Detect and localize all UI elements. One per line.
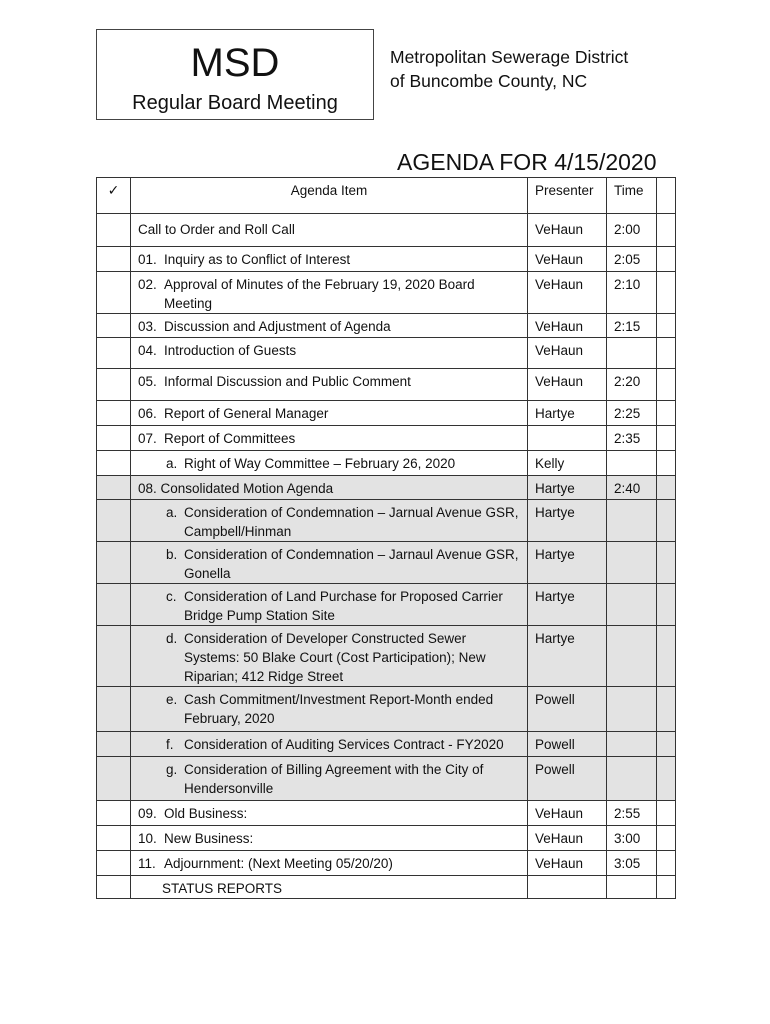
presenter-cell: Kelly — [528, 451, 607, 476]
item-text: Report of General Manager — [164, 406, 329, 421]
presenter-cell: VeHaun — [528, 247, 607, 272]
agenda-item-cell — [131, 687, 528, 732]
table-row — [97, 214, 676, 247]
presenter-cell: Hartye — [528, 542, 607, 584]
extra-cell — [657, 451, 676, 476]
presenter-cell: VeHaun — [528, 369, 607, 401]
item-letter: g. — [166, 762, 178, 777]
time-cell: 2:10 — [607, 272, 657, 314]
item-text: Consideration of Billing Agreement with the City of Hendersonville — [184, 762, 484, 796]
extra-cell — [657, 732, 676, 757]
agenda-item-cell — [131, 451, 528, 476]
table-row — [97, 542, 676, 584]
item-text: Inquiry as to Conflict of Interest — [164, 252, 351, 267]
table-row — [97, 801, 676, 826]
item-number: 02. — [138, 277, 157, 292]
agenda-item-cell — [131, 826, 528, 851]
extra-cell — [657, 687, 676, 732]
check-cell[interactable] — [97, 542, 131, 584]
time-cell — [607, 687, 657, 732]
item-number: 10. — [138, 831, 157, 846]
agenda-item-cell — [131, 626, 528, 687]
table-row — [97, 584, 676, 626]
table-row — [97, 851, 676, 876]
time-cell — [607, 338, 657, 369]
table-row — [97, 338, 676, 369]
time-cell: 3:00 — [607, 826, 657, 851]
table-row — [97, 247, 676, 272]
agenda-item-column-header: Agenda Item — [131, 178, 528, 214]
check-cell[interactable] — [97, 757, 131, 801]
item-text: Right of Way Committee – February 26, 2020 — [184, 456, 456, 471]
check-cell[interactable] — [97, 801, 131, 826]
presenter-cell — [528, 876, 607, 899]
extra-cell — [657, 500, 676, 542]
time-cell: 2:35 — [607, 426, 657, 451]
item-text: 08. Consolidated Motion Agenda — [138, 481, 334, 496]
time-cell: 2:05 — [607, 247, 657, 272]
item-letter: b. — [166, 547, 178, 562]
check-cell[interactable] — [97, 500, 131, 542]
check-cell[interactable] — [97, 401, 131, 426]
presenter-cell: Hartye — [528, 626, 607, 687]
presenter-column-header: Presenter — [528, 178, 607, 214]
item-letter: f. — [166, 737, 174, 752]
check-cell[interactable] — [97, 214, 131, 247]
item-letter: a. — [166, 456, 178, 471]
presenter-cell: Hartye — [528, 500, 607, 542]
time-cell — [607, 451, 657, 476]
presenter-cell: VeHaun — [528, 272, 607, 314]
extra-cell — [657, 876, 676, 899]
extra-cell — [657, 757, 676, 801]
time-cell: 3:05 — [607, 851, 657, 876]
presenter-cell: VeHaun — [528, 826, 607, 851]
agenda-item-cell — [131, 369, 528, 401]
time-column-header: Time — [607, 178, 657, 214]
agenda-item-cell — [131, 801, 528, 826]
item-number: 03. — [138, 319, 157, 334]
check-cell[interactable] — [97, 338, 131, 369]
item-text: Consideration of Land Purchase for Proposed Carrier Bridge Pump Station Site — [184, 589, 503, 623]
check-cell[interactable] — [97, 687, 131, 732]
time-cell: 2:15 — [607, 314, 657, 338]
agenda-table — [96, 177, 676, 899]
check-cell[interactable] — [97, 451, 131, 476]
item-text: New Business: — [164, 831, 254, 846]
presenter-cell: VeHaun — [528, 851, 607, 876]
item-text: Report of Committees — [164, 431, 296, 446]
extra-cell — [657, 626, 676, 687]
table-row — [97, 369, 676, 401]
agenda-item-cell — [131, 584, 528, 626]
title-box — [96, 29, 374, 120]
extra-column-header — [657, 178, 676, 214]
presenter-cell: VeHaun — [528, 214, 607, 247]
item-letter: d. — [166, 631, 178, 646]
item-text: Discussion and Adjustment of Agenda — [164, 319, 391, 334]
time-cell: 2:25 — [607, 401, 657, 426]
item-number: 04. — [138, 343, 157, 358]
item-text: Consideration of Auditing Services Contract - FY2020 — [184, 737, 504, 752]
table-row — [97, 476, 676, 500]
item-text: Adjournment: (Next Meeting 05/20/20) — [164, 856, 393, 871]
agenda-item-cell — [131, 338, 528, 369]
extra-cell — [657, 851, 676, 876]
item-text: Old Business: — [164, 806, 248, 821]
item-text: Consideration of Developer Constructed Sewer Systems: 50 Blake Court (Cost Participation); New Riparian; 412 Ridge Street — [184, 631, 486, 684]
extra-cell — [657, 476, 676, 500]
check-cell[interactable] — [97, 584, 131, 626]
check-cell[interactable] — [97, 851, 131, 876]
item-number: 09. — [138, 806, 157, 821]
item-number: 06. — [138, 406, 157, 421]
item-text: Call to Order and Roll Call — [138, 222, 295, 237]
check-cell[interactable] — [97, 732, 131, 757]
item-letter: c. — [166, 589, 177, 604]
table-row — [97, 314, 676, 338]
time-cell: 2:40 — [607, 476, 657, 500]
item-text: STATUS REPORTS — [162, 881, 283, 896]
check-cell[interactable] — [97, 272, 131, 314]
agenda-item-cell — [131, 214, 528, 247]
extra-cell — [657, 247, 676, 272]
org-line-1: Metropolitan Sewerage District — [390, 47, 629, 67]
presenter-cell: Powell — [528, 757, 607, 801]
time-cell — [607, 626, 657, 687]
agenda-item-cell — [131, 401, 528, 426]
time-cell — [607, 757, 657, 801]
presenter-cell: VeHaun — [528, 801, 607, 826]
table-row — [97, 687, 676, 732]
presenter-cell: VeHaun — [528, 314, 607, 338]
table-row — [97, 500, 676, 542]
check-cell[interactable] — [97, 369, 131, 401]
time-cell: 2:20 — [607, 369, 657, 401]
extra-cell — [657, 426, 676, 451]
table-row — [97, 272, 676, 314]
item-number: 05. — [138, 374, 157, 389]
extra-cell — [657, 801, 676, 826]
time-cell — [607, 500, 657, 542]
check-cell[interactable] — [97, 476, 131, 500]
presenter-cell: Hartye — [528, 476, 607, 500]
agenda-item-cell — [131, 426, 528, 451]
extra-cell — [657, 338, 676, 369]
item-text: Cash Commitment/Investment Report-Month ended February, 2020 — [184, 692, 494, 726]
extra-cell — [657, 401, 676, 426]
item-number: 07. — [138, 431, 157, 446]
extra-cell — [657, 214, 676, 247]
time-cell: 2:00 — [607, 214, 657, 247]
item-number: 11. — [138, 856, 156, 871]
org-line-2: of Buncombe County, NC — [390, 71, 588, 91]
check-cell[interactable] — [97, 314, 131, 338]
time-cell — [607, 876, 657, 899]
check-cell[interactable] — [97, 426, 131, 451]
agenda-item-cell — [131, 732, 528, 757]
presenter-cell — [528, 426, 607, 451]
table-row — [97, 401, 676, 426]
item-letter: e. — [166, 692, 178, 707]
check-cell[interactable] — [97, 876, 131, 899]
item-text: Approval of Minutes of the February 19, 2020 Board Meeting — [164, 277, 475, 311]
meeting-type: Regular Board Meeting — [132, 92, 338, 114]
item-text: Consideration of Condemnation – Jarnual Avenue GSR, Campbell/Hinman — [184, 505, 519, 539]
agenda-item-cell — [131, 247, 528, 272]
table-row — [97, 451, 676, 476]
presenter-cell: VeHaun — [528, 338, 607, 369]
check-cell[interactable] — [97, 247, 131, 272]
agenda-item-cell — [131, 757, 528, 801]
table-row — [97, 876, 676, 899]
time-cell — [607, 732, 657, 757]
presenter-cell: Powell — [528, 687, 607, 732]
checkmark-column-header: ✓ — [97, 178, 131, 214]
agenda-item-cell — [131, 314, 528, 338]
agenda-item-cell — [131, 851, 528, 876]
item-number: 01. — [138, 252, 157, 267]
extra-cell — [657, 826, 676, 851]
agenda-item-cell — [131, 876, 528, 899]
presenter-cell: Powell — [528, 732, 607, 757]
extra-cell — [657, 272, 676, 314]
agenda-item-cell — [131, 476, 528, 500]
agenda-item-cell — [131, 500, 528, 542]
organization-name — [390, 45, 628, 93]
check-cell[interactable] — [97, 826, 131, 851]
table-row — [97, 626, 676, 687]
org-short-name: MSD — [190, 41, 280, 85]
table-header-row — [97, 178, 676, 214]
presenter-cell: Hartye — [528, 584, 607, 626]
item-text: Consideration of Condemnation – Jarnaul Avenue GSR, Gonella — [184, 547, 519, 581]
agenda-item-cell — [131, 542, 528, 584]
table-row — [97, 826, 676, 851]
check-cell[interactable] — [97, 626, 131, 687]
time-cell: 2:55 — [607, 801, 657, 826]
table-row — [97, 426, 676, 451]
table-row — [97, 757, 676, 801]
extra-cell — [657, 369, 676, 401]
item-letter: a. — [166, 505, 178, 520]
agenda-item-cell — [131, 272, 528, 314]
agenda-title: AGENDA FOR 4/15/2020 — [397, 149, 657, 175]
presenter-cell: Hartye — [528, 401, 607, 426]
extra-cell — [657, 584, 676, 626]
extra-cell — [657, 542, 676, 584]
extra-cell — [657, 314, 676, 338]
time-cell — [607, 542, 657, 584]
item-text: Informal Discussion and Public Comment — [164, 374, 411, 389]
item-text: Introduction of Guests — [164, 343, 297, 358]
table-row — [97, 732, 676, 757]
time-cell — [607, 584, 657, 626]
